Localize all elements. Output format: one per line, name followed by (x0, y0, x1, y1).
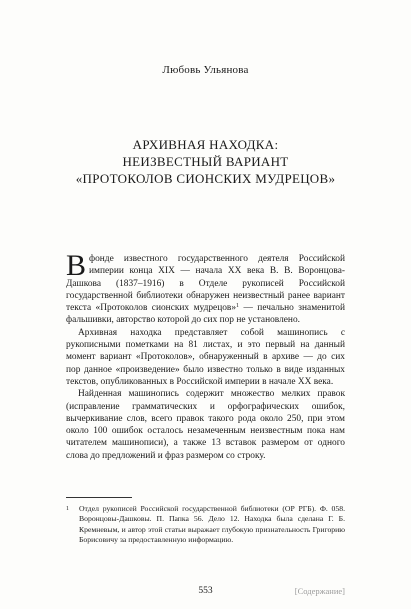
article-title (0, 136, 411, 187)
paragraph-1 (66, 249, 345, 327)
paragraph-1-text-a: фонде известного государственного деятеля Российской империи конца XIX — начала XX века В. В. Воронцова-Дашкова (1837–1916) в Отделе рукописей Российской государственной библиотеки обнаружен неизвестный ранее вариант текста «Протоколов сионских мудрецов» (66, 254, 345, 314)
footnote-text: Отдел рукописей Российской государственной библиотеки (ОР РГБ). Ф. 058. Воронцовы-Дашковы. П. Папка 56. Дело 12. Находка была сделана Г. Б. Кремневым, и автор этой статьи выражает глубокую признательность Григорию Борисовичу за предоставленную информацию. (79, 504, 345, 544)
paragraph-2: Архивная находка представляет собой машинопись с рукописными пометками на 81 листах, и это первый на данный момент вариант «Протоколов», обнаруженный в архиве — до сих пор данное «произведение» было известно только в виде изданных текстов, опубликованных в Российской империи в начале XX века. (66, 327, 345, 387)
paragraph-3: Найденная машинопись содержит множество мелких правок (исправление грамматических и орфографических ошибок, вычеркивание слов, всего правок такого рода около 250, при этом около 100 ошибок осталось незамеченным неизвестным пока нам читателем машинописи), а также 13 вставок размером от одного слова до предложений и фраз размером со строку. (66, 389, 345, 461)
footnote-divider (66, 497, 132, 498)
title-line-3: «ПРОТОКОЛОВ СИОНСКИХ МУДРЕЦОВ» (75, 171, 336, 186)
article-body (66, 249, 345, 462)
contents-link[interactable]: [Содержание] (294, 586, 345, 596)
footnote-reference[interactable]: 1 (236, 303, 240, 310)
page-number: 553 (198, 586, 213, 596)
title-line-1: АРХИВНАЯ НАХОДКА: (132, 137, 279, 152)
author-name: Любовь Ульянова (162, 64, 249, 76)
footnote-mark: 1 (66, 506, 69, 512)
title-line-2: НЕИЗВЕСТНЫЙ ВАРИАНТ (122, 154, 289, 169)
footnote (66, 504, 345, 545)
paragraph-1-text-b: — печально знаменитой фальшивки, авторство которой до сих пор не установлено. (66, 303, 345, 326)
drop-cap: В (66, 249, 87, 282)
